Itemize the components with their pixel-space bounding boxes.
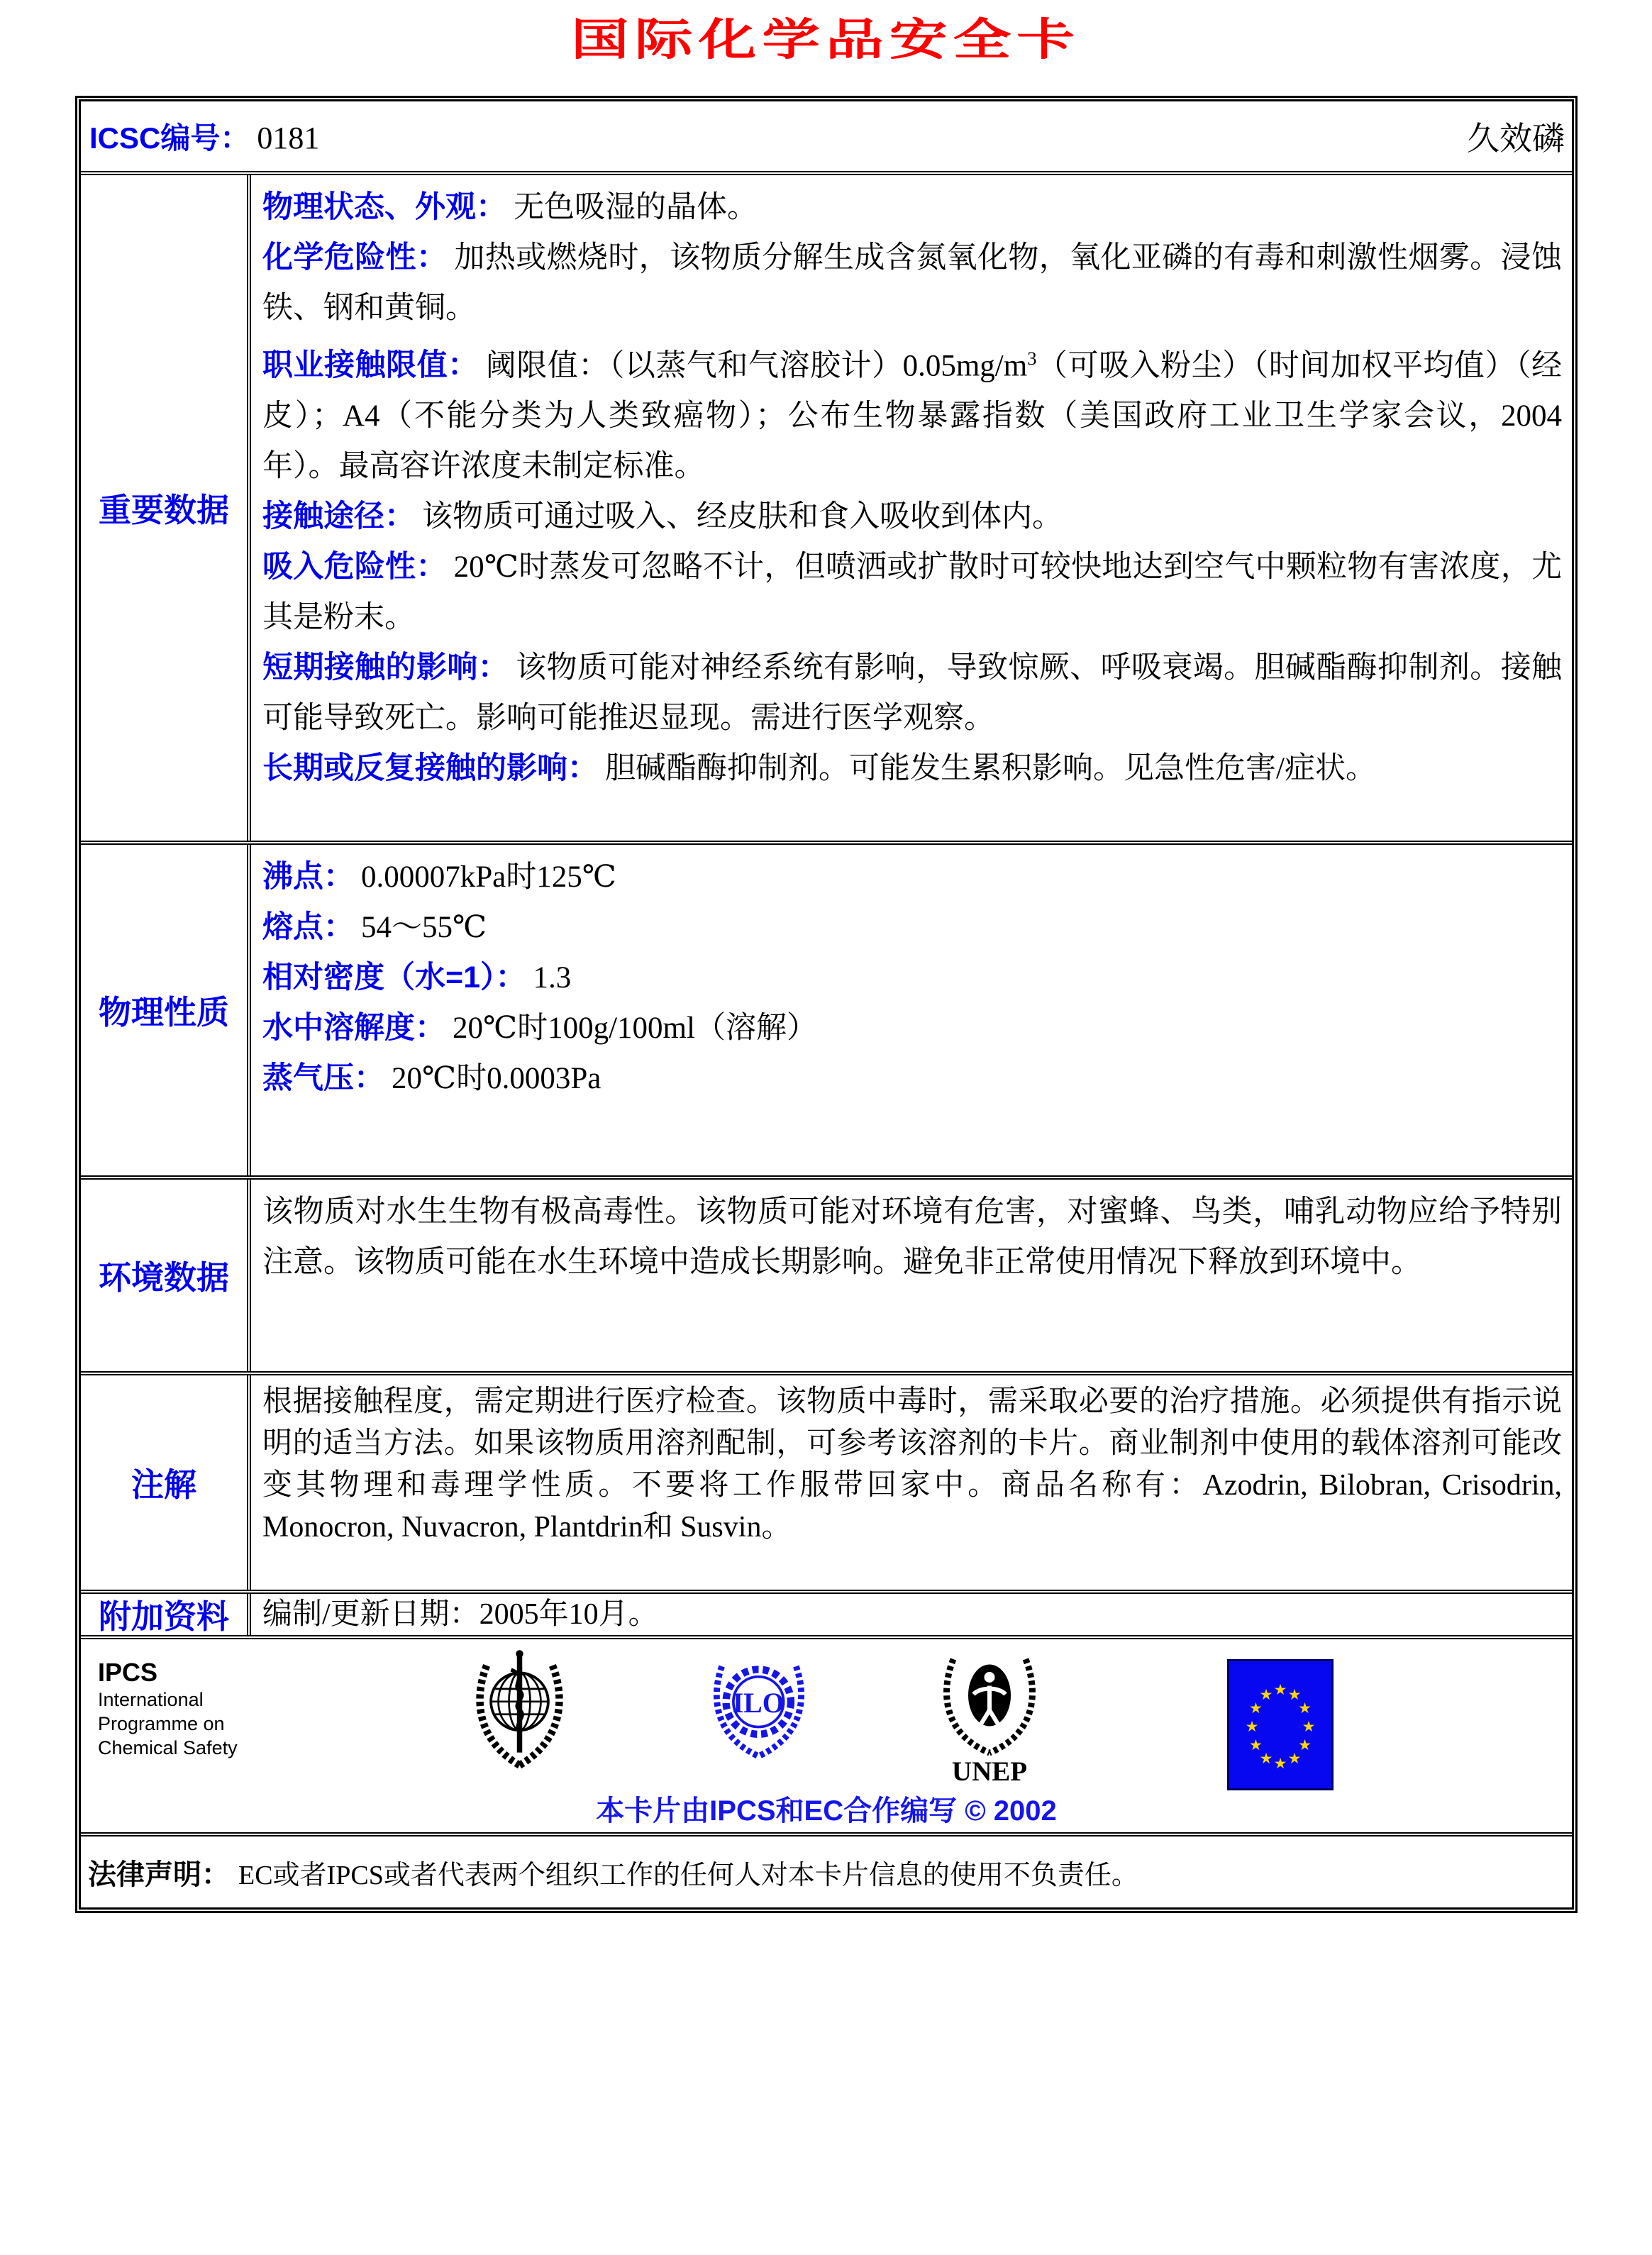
field-label: 长期或反复接触的影响： bbox=[262, 751, 598, 786]
field-text: （可吸入粉尘）（时间加权平均值）（经皮）；A4（不能分类为人类致癌物）；公布生物暴露指数（美国政府工业卫生学家会议，2004年）。最高容许浓度未制定标准。 bbox=[262, 349, 1563, 484]
field-long-term-effects bbox=[262, 743, 1562, 794]
unep-logo-icon bbox=[936, 1646, 1043, 1785]
eu-flag-icon bbox=[1227, 1659, 1334, 1790]
field-label: 短期接触的影响： bbox=[262, 650, 509, 685]
field-text: 该物质可能对神经系统有影响，导致惊厥、呼吸衰竭。胆碱酯酶抑制剂。接触可能导致死亡。影响可能推迟显现。需进行医学观察。 bbox=[262, 651, 1563, 736]
page-title-text: 国际化学品安全卡 bbox=[571, 13, 1081, 65]
svg-text:★: ★ bbox=[1273, 1681, 1287, 1698]
ipcs-line: Chemical Safety bbox=[98, 1737, 238, 1758]
svg-text:★: ★ bbox=[1259, 1686, 1273, 1703]
environment-text: 该物质对水生生物有极高毒性。该物质可能对环境有危害，对蜜蜂、鸟类，哺乳动物应给予特别注意。该物质可能在水生环境中造成长期影响。避免非正常使用情况下释放到环境中。 bbox=[262, 1195, 1562, 1279]
field-update-date: 编制/更新日期：2005年10月。 bbox=[262, 1598, 658, 1631]
icsc-number-label: ICSC编号： bbox=[89, 121, 250, 155]
field-short-term-effects bbox=[262, 643, 1562, 743]
field-water-solubility bbox=[262, 1003, 1562, 1053]
field-label: 相对密度（水=1）： bbox=[262, 960, 526, 994]
section-content-important-data bbox=[251, 175, 1572, 841]
card-credit: 本卡片由IPCS和EC合作编写 © 2002 bbox=[596, 1795, 1057, 1827]
field-label: 吸入危险性： bbox=[262, 550, 447, 584]
field-label: 接触途径： bbox=[262, 499, 415, 534]
field-boiling-point bbox=[262, 852, 1562, 902]
field-text: 20℃时100g/100ml（溶解） bbox=[453, 1012, 817, 1045]
field-text: 该物质可通过吸入、经皮肤和食入吸收到体内。 bbox=[422, 500, 1063, 534]
icsc-card-table bbox=[75, 96, 1578, 1913]
section-label-additional-info: 附加资料 bbox=[81, 1594, 251, 1635]
field-vapour-pressure bbox=[262, 1053, 1562, 1104]
card-header-row bbox=[81, 101, 1572, 171]
ipcs-logo-text bbox=[98, 1658, 238, 1760]
field-relative-density bbox=[262, 953, 1562, 1003]
field-chemical-danger bbox=[262, 233, 1562, 333]
legal-text: EC或者IPCS或者代表两个组织工作的任何人对本卡片信息的使用不负责任。 bbox=[238, 1860, 1138, 1890]
ipcs-name: IPCS bbox=[98, 1658, 158, 1687]
svg-text:★: ★ bbox=[1287, 1750, 1302, 1767]
field-label: 化学危险性： bbox=[262, 240, 448, 275]
field-text: 0.00007kPa时125℃ bbox=[361, 860, 616, 894]
svg-text:★: ★ bbox=[1245, 1718, 1259, 1735]
section-content-physical-properties bbox=[251, 845, 1572, 1175]
field-text: 阈限值：（以蒸气和气溶胶计）0.05mg/m bbox=[485, 349, 1028, 383]
unep-logo-letters: UNEP bbox=[951, 1756, 1027, 1785]
section-label-physical-properties: 物理性质 bbox=[81, 845, 251, 1175]
section-label-important-data: 重要数据 bbox=[81, 175, 251, 841]
field-text: 无色吸湿的晶体。 bbox=[514, 191, 758, 224]
legal-row bbox=[81, 1832, 1572, 1907]
icsc-number-group bbox=[89, 115, 319, 157]
svg-text:★: ★ bbox=[1273, 1755, 1287, 1772]
field-exposure-routes bbox=[262, 492, 1562, 542]
field-text: 1.3 bbox=[533, 961, 572, 994]
field-text: 加热或燃烧时，该物质分解生成含氮氧化物，氧化亚磷的有毒和刺激性烟雾。浸蚀铁、钢和黄铜。 bbox=[262, 241, 1563, 325]
section-row-physical-properties bbox=[81, 841, 1572, 1175]
field-inhalation-risk bbox=[262, 542, 1562, 643]
ilo-logo-icon bbox=[709, 1651, 809, 1768]
notes-text: 根据接触程度，需定期进行医疗检查。该物质中毒时，需采取必要的治疗措施。必须提供有指示说明的适当方法。如果该物质用溶剂配制，可参考该溶剂的卡片。商业制剂中使用的载体溶剂可能改变其物理和毒理学性质。不要将工作服带回家中。商品名称有：Azodrin, Bilobran, Crisodrin, Monocron, Nuvacron, Plantdrin和 Susvin。 bbox=[262, 1385, 1562, 1544]
field-melting-point bbox=[262, 902, 1562, 953]
page-title bbox=[0, 4, 1652, 67]
field-label: 沸点： bbox=[262, 860, 354, 894]
chemical-name: 久效磷 bbox=[1467, 121, 1565, 157]
superscript-3: 3 bbox=[1027, 348, 1037, 369]
svg-text:★: ★ bbox=[1259, 1750, 1273, 1767]
section-label-notes: 注解 bbox=[81, 1375, 251, 1590]
field-label: 蒸气压： bbox=[262, 1061, 384, 1095]
section-row-environmental-data bbox=[81, 1175, 1572, 1371]
svg-text:★: ★ bbox=[1248, 1736, 1263, 1753]
field-label: 熔点： bbox=[262, 910, 354, 944]
svg-text:★: ★ bbox=[1297, 1736, 1312, 1753]
field-text: 胆碱酯酶抑制剂。可能发生累积影响。见急性危害/症状。 bbox=[605, 752, 1376, 786]
field-label: 物理状态、外观： bbox=[262, 190, 506, 224]
logos-row bbox=[81, 1635, 1572, 1832]
ipcs-line: Programme on bbox=[98, 1713, 225, 1734]
field-label: 职业接触限值： bbox=[262, 348, 479, 383]
section-row-additional-info bbox=[81, 1590, 1572, 1635]
ipcs-line: International bbox=[98, 1689, 204, 1710]
field-text: 54～55℃ bbox=[361, 911, 487, 944]
svg-text:★: ★ bbox=[1297, 1700, 1312, 1717]
logos-strip bbox=[81, 1639, 1572, 1787]
section-label-environmental-data: 环境数据 bbox=[81, 1180, 251, 1371]
field-occupational-exposure-limits bbox=[262, 333, 1562, 492]
icsc-number-value: 0181 bbox=[257, 121, 320, 155]
field-text: 20℃时蒸发可忽略不计，但喷洒或扩散时可较快地达到空气中颗粒物有害浓度，尤其是粉末。 bbox=[262, 550, 1562, 635]
section-content-additional-info bbox=[251, 1594, 1572, 1635]
section-content-notes bbox=[251, 1375, 1572, 1590]
svg-text:★: ★ bbox=[1302, 1718, 1316, 1735]
ilo-logo-letters: ILO bbox=[732, 1687, 785, 1719]
svg-text:★: ★ bbox=[1248, 1700, 1263, 1717]
field-text: 20℃时0.0003Pa bbox=[392, 1062, 602, 1095]
field-label: 水中溶解度： bbox=[262, 1011, 445, 1045]
field-physical-state bbox=[262, 182, 1562, 233]
svg-text:★: ★ bbox=[1287, 1686, 1302, 1703]
who-logo-icon bbox=[472, 1646, 567, 1781]
section-row-notes bbox=[81, 1371, 1572, 1590]
section-content-environmental-data bbox=[251, 1180, 1572, 1371]
section-row-important-data bbox=[81, 171, 1572, 841]
legal-label: 法律声明： bbox=[88, 1858, 230, 1890]
